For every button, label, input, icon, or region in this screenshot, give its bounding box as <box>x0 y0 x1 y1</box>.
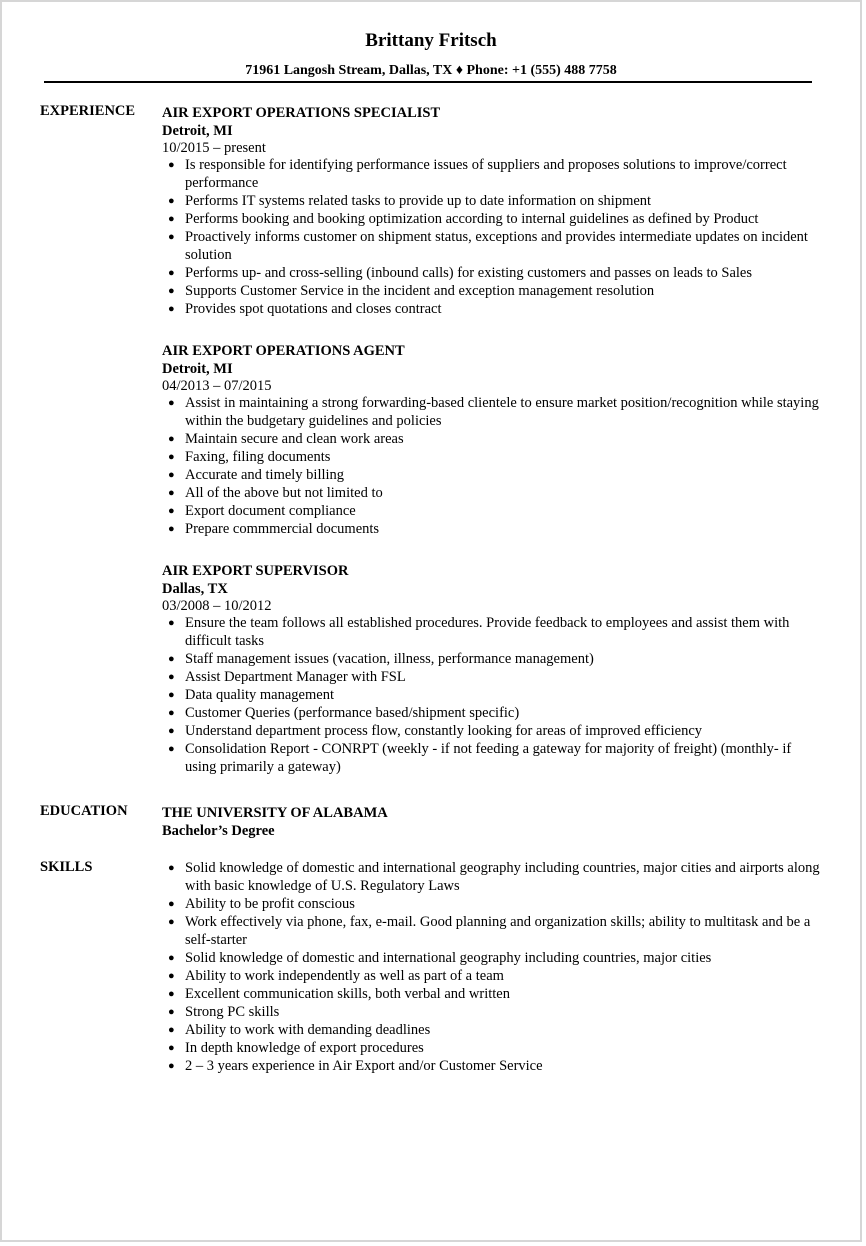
list-item: ● Accurate and timely billing <box>168 467 345 483</box>
job-location: Detroit, MI <box>162 361 233 377</box>
bullet-icon: ● <box>168 433 175 445</box>
job-bullets <box>162 394 822 538</box>
job-dates: 10/2015 – present <box>162 140 266 156</box>
header-divider <box>44 81 812 83</box>
list-item: ● Ability to work independently as well as part of a team <box>168 968 504 984</box>
job-entry <box>162 562 822 776</box>
list-item: ● Solid knowledge of domestic and international geography including countries, major cities <box>168 950 712 966</box>
candidate-name: Brittany Fritsch <box>365 30 497 51</box>
bullet-icon: ● <box>168 1060 175 1072</box>
list-item: ● Provides spot quotations and closes contract <box>168 301 442 317</box>
job-entry <box>162 342 822 538</box>
bullet-icon: ● <box>168 1024 175 1036</box>
list-item: ● Customer Queries (performance based/shipment specific) <box>168 705 520 721</box>
list-item: ● Prepare commmercial documents <box>168 521 380 537</box>
job-dates: 03/2008 – 10/2012 <box>162 598 272 614</box>
list-item: ● Supports Customer Service in the incident and exception management resolution <box>168 283 655 299</box>
skills-list <box>162 859 822 1075</box>
bullet-icon: ● <box>168 213 175 225</box>
job-dates: 04/2013 – 07/2015 <box>162 378 272 394</box>
bullet-icon: ● <box>168 267 175 279</box>
list-item: ● Staff management issues (vacation, illness, performance management) <box>168 651 594 667</box>
list-item: ● All of the above but not limited to <box>168 485 383 501</box>
list-item: ● Assist in maintaining a strong forwarding-based clientele to ensure market position/recognition while staying within the budgetary guidelines and policies <box>168 395 819 429</box>
bullet-icon: ● <box>168 689 175 701</box>
bullet-icon: ● <box>168 469 175 481</box>
list-item: ● In depth knowledge of export procedures <box>168 1040 424 1056</box>
list-item: ● Performs booking and booking optimization according to internal guidelines as defined by Product <box>168 211 759 227</box>
bullet-icon: ● <box>168 303 175 315</box>
job-location: Dallas, TX <box>162 581 228 597</box>
list-item: ● Strong PC skills <box>168 1004 280 1020</box>
list-item: ● Excellent communication skills, both verbal and written <box>168 986 510 1002</box>
list-item: ● Is responsible for identifying performance issues of suppliers and proposes solutions to improve/correct performance <box>168 157 787 191</box>
bullet-icon: ● <box>168 523 175 535</box>
list-item: ● Data quality management <box>168 687 334 703</box>
list-item: ● Ensure the team follows all established procedures. Provide feedback to employees and assist them with difficult tasks <box>168 615 790 649</box>
bullet-icon: ● <box>168 1006 175 1018</box>
bullet-icon: ● <box>168 451 175 463</box>
bullet-icon: ● <box>168 743 175 755</box>
school-name: THE UNIVERSITY OF ALABAMA <box>162 805 388 821</box>
bullet-icon: ● <box>168 916 175 928</box>
bullet-icon: ● <box>168 671 175 683</box>
bullet-icon: ● <box>168 397 175 409</box>
job-location: Detroit, MI <box>162 123 233 139</box>
list-item: ● Performs IT systems related tasks to provide up to date information on shipment <box>168 193 652 209</box>
contact-line: 71961 Langosh Stream, Dallas, TX ♦ Phone: +1 (555) 488 7758 <box>245 63 617 78</box>
experience-heading: EXPERIENCE <box>40 103 136 119</box>
job-title: AIR EXPORT SUPERVISOR <box>162 563 349 579</box>
list-item: ● 2 – 3 years experience in Air Export and/or Customer Service <box>168 1058 543 1074</box>
bullet-icon: ● <box>168 725 175 737</box>
list-item: ● Proactively informs customer on shipment status, exceptions and provides intermediate updates on incident solution <box>168 229 808 263</box>
bullet-icon: ● <box>168 285 175 297</box>
list-item: ● Maintain secure and clean work areas <box>168 431 404 447</box>
bullet-icon: ● <box>168 195 175 207</box>
list-item: ● Export document compliance <box>168 503 356 519</box>
list-item: ● Assist Department Manager with FSL <box>168 669 406 685</box>
bullet-icon: ● <box>168 952 175 964</box>
list-item: ● Faxing, filing documents <box>168 449 331 465</box>
bullet-icon: ● <box>168 487 175 499</box>
list-item: ● Work effectively via phone, fax, e-mail. Good planning and organization skills; ability to multitask and be a self-starter <box>168 914 811 948</box>
skills-heading: SKILLS <box>40 859 93 875</box>
job-bullets <box>162 156 822 318</box>
bullet-icon: ● <box>168 617 175 629</box>
list-item: ● Solid knowledge of domestic and international geography including countries, major cities and airports along with basic knowledge of U.S. Regulatory Laws <box>168 860 820 894</box>
list-item: ● Consolidation Report - CONRPT (weekly - if not feeding a gateway for majority of freight) (monthly- if using primarily a gateway) <box>168 741 792 775</box>
education-heading: EDUCATION <box>40 803 128 819</box>
list-item: ● Understand department process flow, constantly looking for areas of improved efficiency <box>168 723 703 739</box>
bullet-icon: ● <box>168 707 175 719</box>
bullet-icon: ● <box>168 970 175 982</box>
list-item: ● Ability to work with demanding deadlines <box>168 1022 431 1038</box>
skills-list-block <box>162 859 822 1075</box>
job-entry <box>162 104 822 318</box>
bullet-icon: ● <box>168 231 175 243</box>
job-bullets <box>162 614 822 776</box>
job-title: AIR EXPORT OPERATIONS SPECIALIST <box>162 105 441 121</box>
bullet-icon: ● <box>168 898 175 910</box>
education-entry <box>162 804 822 840</box>
bullet-icon: ● <box>168 653 175 665</box>
list-item: ● Ability to be profit conscious <box>168 896 355 912</box>
bullet-icon: ● <box>168 862 175 874</box>
bullet-icon: ● <box>168 159 175 171</box>
list-item: ● Performs up- and cross-selling (inbound calls) for existing customers and passes on leads to Sales <box>168 265 753 281</box>
degree: Bachelor’s Degree <box>162 823 275 839</box>
bullet-icon: ● <box>168 505 175 517</box>
job-title: AIR EXPORT OPERATIONS AGENT <box>162 343 405 359</box>
bullet-icon: ● <box>168 1042 175 1054</box>
bullet-icon: ● <box>168 988 175 1000</box>
